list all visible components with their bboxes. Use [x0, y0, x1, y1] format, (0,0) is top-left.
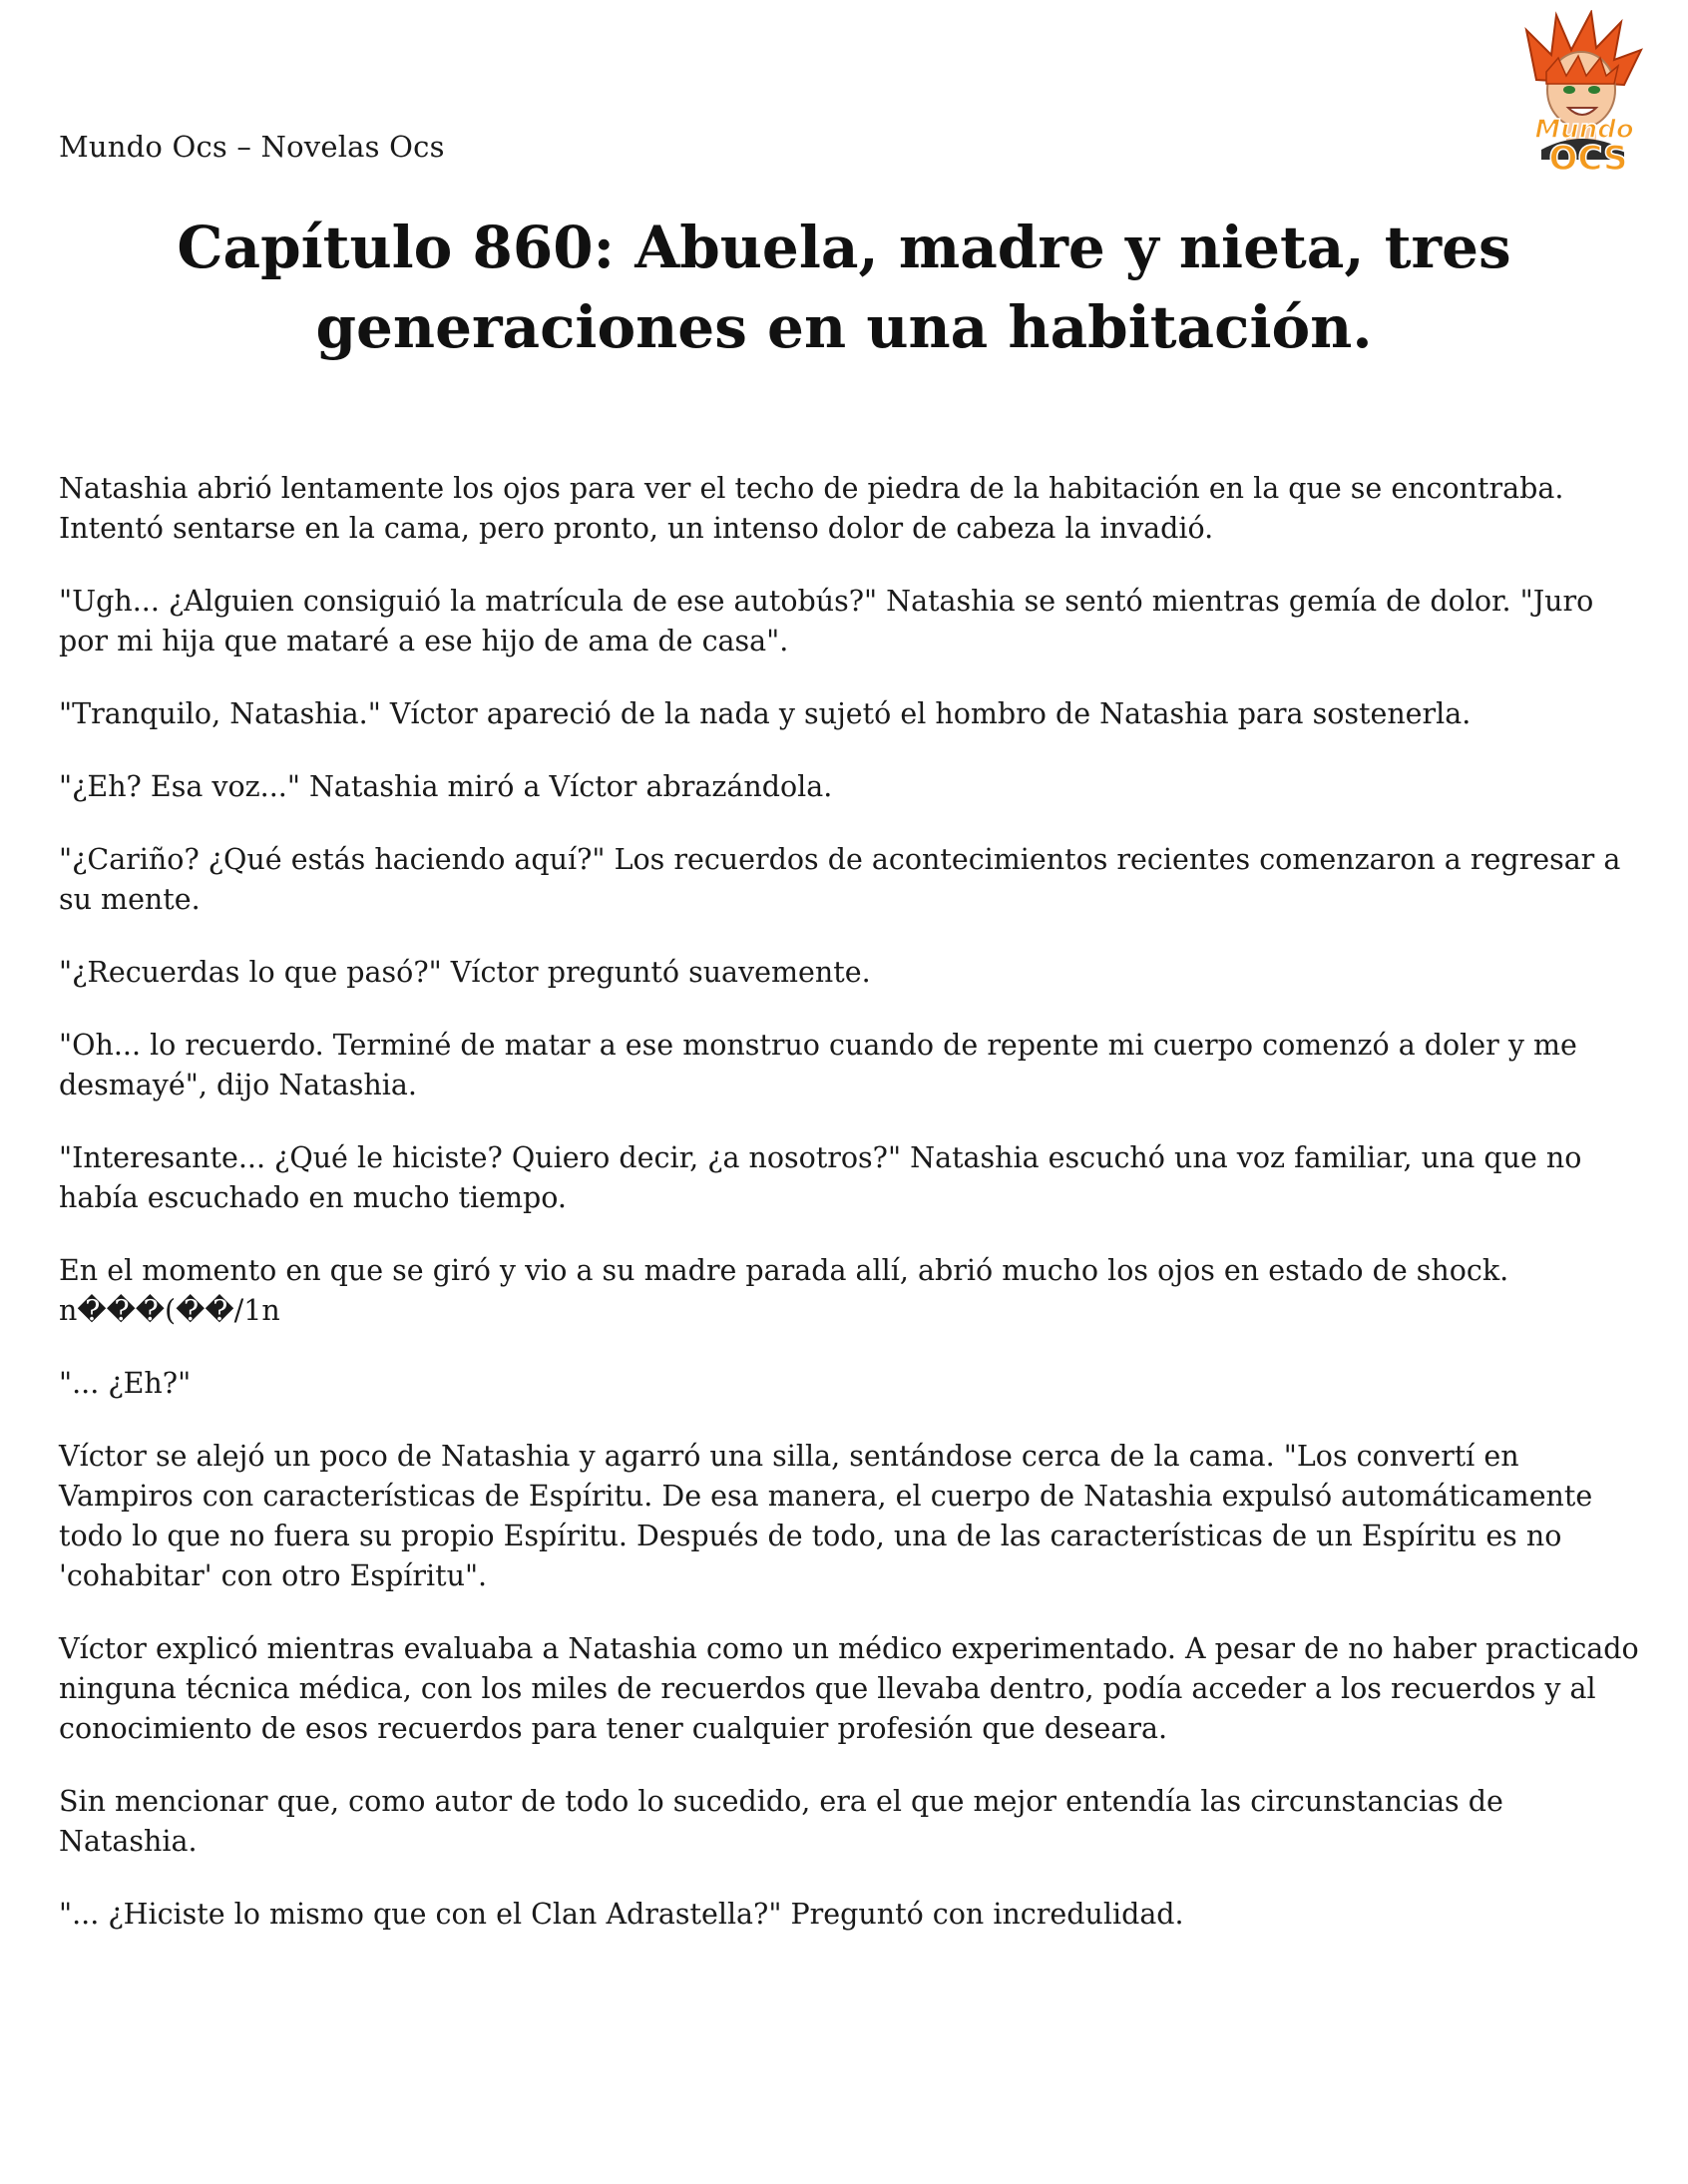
paragraph: "¿Cariño? ¿Qué estás haciendo aquí?" Los recuerdos de acontecimientos recientes comenzaron a regresar a su mente.	[59, 843, 1621, 916]
logo-text-ocs: OCS	[1548, 139, 1628, 179]
paragraph: "Ugh... ¿Alguien consiguió la matrícula de ese autobús?" Natashia se sentó mientras gemía de dolor. "Juro por mi hija que mataré a ese hijo de ama de casa".	[59, 585, 1594, 657]
paragraph: "Interesante... ¿Qué le hiciste? Quiero decir, ¿a nosotros?" Natashia escuchó una voz familiar, una que no había escuchado en mucho tiempo.	[59, 1141, 1582, 1214]
paragraph: En el momento en que se giró y vio a su madre parada allí, abrió mucho los ojos en estado de shock. n���(��/1n	[59, 1254, 1509, 1327]
paragraph: Víctor se alejó un poco de Natashia y agarró una silla, sentándose cerca de la cama. "Los convertí en Vampiros con características de Espíritu. De esa manera, el cuerpo de Natashia expulsó automáticamente todo lo que no fuera su propio Espíritu. Después de todo, una de las características de un Espíritu es no 'cohabitar' con otro Espíritu".	[59, 1440, 1593, 1592]
mundo-ocs-logo	[1496, 10, 1671, 180]
chapter-body	[59, 469, 1645, 1967]
paragraph: Natashia abrió lentamente los ojos para ver el techo de piedra de la habitación en la que se encontraba. Intentó sentarse en la cama, pero pronto, un intenso dolor de cabeza la invadió.	[59, 472, 1564, 545]
chapter-title-line-1: Capítulo 860: Abuela, madre y nieta, tres	[177, 214, 1511, 281]
paragraph: "Oh... lo recuerdo. Terminé de matar a ese monstruo cuando de repente mi cuerpo comenzó a doler y me desmayé", dijo Natashia.	[59, 1029, 1577, 1101]
site-header: Mundo Ocs – Novelas Ocs	[59, 130, 445, 164]
paragraph: "¿Recuerdas lo que pasó?" Víctor preguntó suavemente.	[59, 956, 871, 989]
paragraph: "... ¿Hiciste lo mismo que con el Clan Adrastella?" Preguntó con incredulidad.	[59, 1898, 1184, 1931]
paragraph: "¿Eh? Esa voz..." Natashia miró a Víctor abrazándola.	[59, 770, 833, 803]
paragraph: Sin mencionar que, como autor de todo lo sucedido, era el que mejor entendía las circunstancias de Natashia.	[59, 1785, 1503, 1858]
paragraph: "Tranquilo, Natashia." Víctor apareció de la nada y sujetó el hombro de Natashia para sostenerla.	[59, 697, 1472, 730]
chapter-title-line-2: generaciones en una habitación.	[315, 293, 1373, 361]
paragraph: Víctor explicó mientras evaluaba a Natashia como un médico experimentado. A pesar de no haber practicado ninguna técnica médica, con los miles de recuerdos que llevaba dentro, podía acceder a los recuerdos y al conocimiento de esos recuerdos para tener cualquier profesión que deseara.	[59, 1632, 1639, 1745]
chapter-title	[100, 208, 1588, 367]
paragraph: "... ¿Eh?"	[59, 1367, 192, 1400]
logo-text-mundo: Mundo	[1534, 115, 1634, 145]
